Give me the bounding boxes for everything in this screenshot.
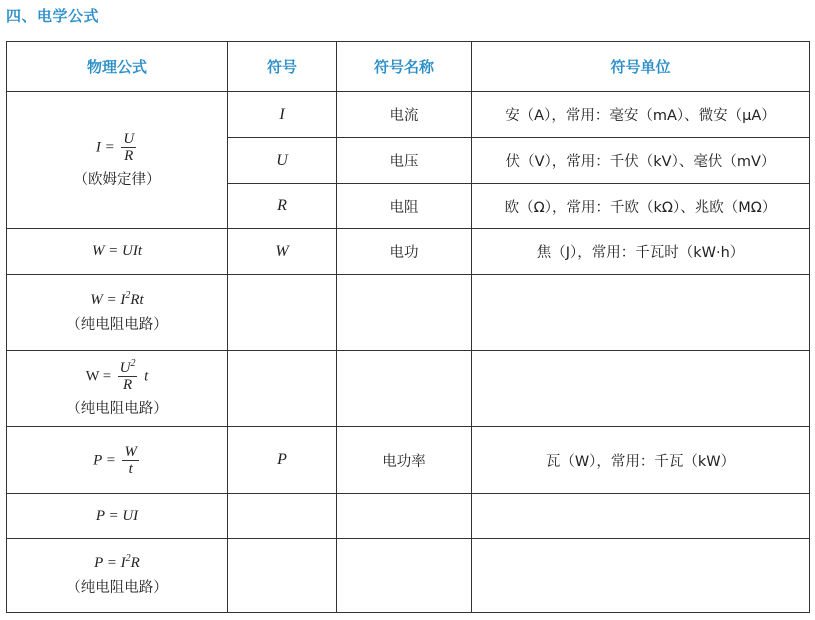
- fraction-denominator: R: [124, 148, 134, 164]
- formula-pre: P = I: [94, 554, 126, 571]
- unit-cell: 安（A），常用：毫安（mA）、微安（μA）: [472, 92, 810, 138]
- section-heading: 四、电学公式: [6, 7, 100, 25]
- formula-pre: W = I: [90, 291, 126, 308]
- formula-exponent: 2: [125, 552, 131, 564]
- fraction-denominator: R: [122, 376, 133, 393]
- symbol-cell: P: [228, 427, 337, 494]
- symbol-cell: [228, 494, 337, 539]
- header-symbol: 符号: [228, 42, 337, 92]
- table-row: [7, 427, 810, 494]
- unit-cell: 焦（J），常用：千瓦时（kW·h）: [472, 229, 810, 275]
- name-cell: [337, 539, 472, 613]
- formula-post: t: [144, 368, 149, 384]
- unit-cell: 伏（V），常用：千伏（kV）、毫伏（mV）: [472, 138, 810, 184]
- formula-lhs: I =: [95, 139, 115, 156]
- symbol-cell: W: [228, 229, 337, 275]
- fraction-numerator: W: [124, 443, 137, 460]
- formula-cell: P = UI: [7, 494, 228, 539]
- fraction: [121, 131, 136, 164]
- symbol-cell: U: [228, 138, 337, 184]
- formula-cell: [7, 351, 228, 427]
- table-row: [7, 351, 810, 427]
- table-row: [7, 539, 810, 613]
- name-cell: 电阻: [337, 184, 472, 229]
- table-row: [7, 275, 810, 351]
- fraction: [122, 444, 139, 477]
- symbol-cell: I: [228, 92, 337, 138]
- formula-note: （纯电阻电路）: [66, 316, 168, 333]
- header-formula: 物理公式: [7, 42, 228, 92]
- symbol-cell: [228, 539, 337, 613]
- formula-lhs: W =: [85, 368, 111, 384]
- unit-cell: 瓦（W），常用：千瓦（kW）: [472, 427, 810, 494]
- fraction-exponent: 2: [130, 357, 136, 369]
- formula-note: （欧姆定律）: [73, 172, 161, 188]
- table-header-row: [7, 42, 810, 92]
- name-cell: 电功: [337, 229, 472, 275]
- symbol-cell: [228, 275, 337, 351]
- table-row: [7, 229, 810, 275]
- fraction-numerator: U: [119, 359, 131, 376]
- symbol-cell: R: [228, 184, 337, 229]
- name-cell: 电流: [337, 92, 472, 138]
- formula-cell: W = UIt: [7, 229, 228, 275]
- formula-post: R: [130, 554, 140, 571]
- name-cell: [337, 351, 472, 427]
- name-cell: [337, 275, 472, 351]
- table-row: [7, 494, 810, 539]
- formula-note: （纯电阻电路）: [66, 579, 168, 596]
- fraction-denominator: t: [128, 460, 133, 477]
- unit-cell: [472, 351, 810, 427]
- formula-cell: [7, 427, 228, 494]
- formula-cell: [7, 539, 228, 613]
- formula-exponent: 2: [125, 289, 131, 301]
- fraction-numerator: U: [123, 131, 135, 147]
- header-symbol-unit: 符号单位: [472, 42, 810, 92]
- formula-lhs: P =: [93, 452, 116, 468]
- formula-ohm-cell: [7, 92, 228, 229]
- symbol-cell: [228, 351, 337, 427]
- name-cell: 电压: [337, 138, 472, 184]
- unit-cell: [472, 539, 810, 613]
- formula-post: Rt: [130, 291, 144, 308]
- unit-cell: 欧（Ω），常用：千欧（kΩ）、兆欧（MΩ）: [472, 184, 810, 229]
- formula-note: （纯电阻电路）: [66, 400, 168, 417]
- header-symbol-name: 符号名称: [337, 42, 472, 92]
- table-row: [7, 92, 810, 138]
- fraction: [118, 357, 138, 393]
- electric-formula-table: [6, 41, 810, 613]
- unit-cell: [472, 275, 810, 351]
- unit-cell: [472, 494, 810, 539]
- formula-cell: [7, 275, 228, 351]
- name-cell: [337, 494, 472, 539]
- name-cell: 电功率: [337, 427, 472, 494]
